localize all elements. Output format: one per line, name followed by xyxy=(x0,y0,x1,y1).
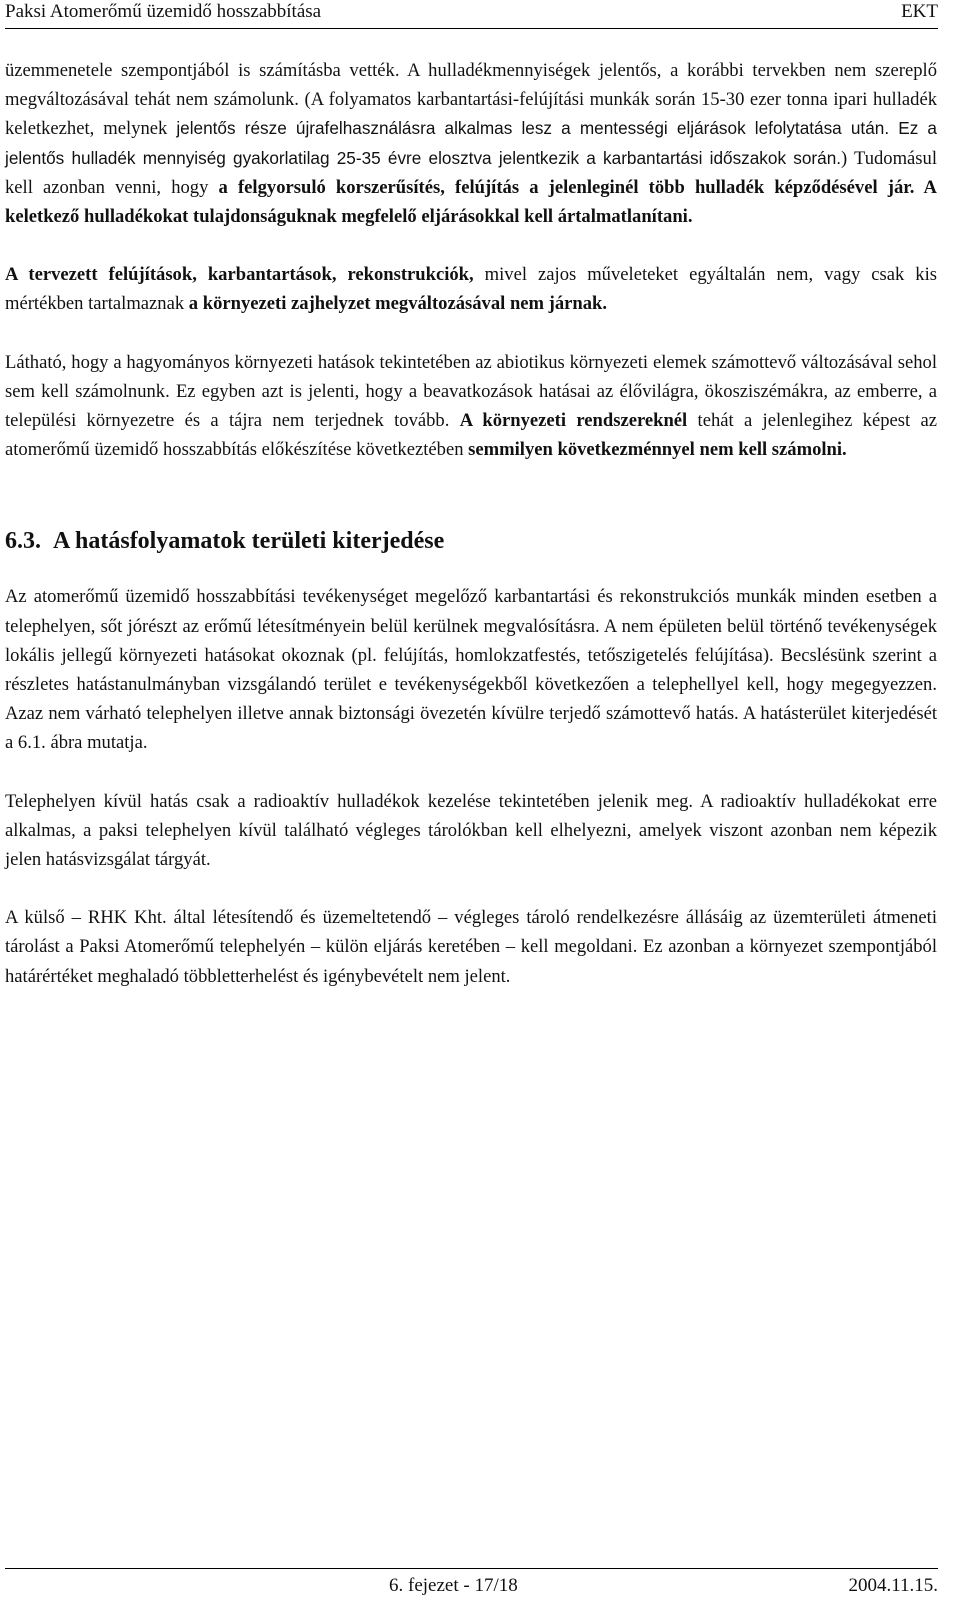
header-title: Paksi Atomerőmű üzemidő hosszabbítása xyxy=(5,1,322,22)
paragraph-environment xyxy=(5,348,937,465)
header-org: EKT xyxy=(901,1,938,22)
page-header xyxy=(5,0,938,29)
page-footer xyxy=(5,1568,938,1601)
paragraph-text: Látható, hogy a hagyományos környezeti hatások tekintetében az abiotikus környezeti elemek számottevő változásával sehol sem kell számolnunk. Ez egyben azt is jelenti, hogy a beavatkozások hatásai az élővilágra, ökosziszémákra, az emberre, a települési környezetre és a tájra nem terjednek tovább. xyxy=(5,351,937,432)
paragraph-bold-text: a felgyorsuló korszerűsítés, felújítás a jelenleginél több hulladék képződésével jár. A keletkező hulladékokat tulajdonságuknak megfelelő eljárásokkal kell ártalmatlanítani. xyxy=(5,176,937,228)
document-date: 2004.11.15. xyxy=(848,1575,938,1596)
paragraph-extent: Az atomerőmű üzemidő hosszabbítási tevékenységet megelőző karbantartási és rekonstrukciós munkák minden esetben a telephelyen, sőt jórészt az erőmű létesítményein belül kerülnek megvalósításra. A nem épületen belül történő tevékenységek lokális jellegű környezeti hatásokat okoznak (pl. felújítás, homlokzatfestés, tetőszigetelés felújítása). Becslésünk szerint a részletes hatástanulmányban vizsgálandó terület e tevékenységekből következően a telephellyel kell, hogy megegyezzen. Azaz nem várható telephelyen illetve annak biztonsági övezetén kívülre terjedő számottevő hatás. A hatásterület kiterjedését a 6.1. ábra mutatja. xyxy=(5,586,937,754)
paragraph-text: üzemmenetele szempontjából is számításba vették. A hulladékmennyiségek jelentős, a korábbi tervekben nem szereplő megváltozásával tehát nem számolunk. (A folyamatos karbantartási-felújítási munkák során 15-30 ezer tonna ipari hulladék keletkezhet, melynek xyxy=(5,60,937,140)
paragraph-text: tehát a jelenlegihez képest az atomerőmű üzemidő hosszabbítás előkészítése következtében xyxy=(5,410,937,461)
paragraph-noise xyxy=(5,260,937,318)
document-body xyxy=(5,56,937,991)
paragraph-text: mivel zajos műveleteket egyáltalán nem, vagy csak kis mértékben tartalmaznak xyxy=(5,264,937,315)
section-title: A hatásfolyamatok területi kiterjedése xyxy=(53,528,445,555)
paragraph-text: ) Tudomásul kell azonban venni, hogy xyxy=(5,147,937,198)
section-heading xyxy=(5,526,937,556)
section-number: 6.3. xyxy=(5,528,41,555)
paragraph-text-sans: jelentős része újrafelhasználásra alkalmas lesz a mentességi eljárások lefolytatása után. Ez a jelentős hulladék mennyiség gyakorlatilag 25-35 évre elosztva jelentkezik a karbantartási időszakok során. xyxy=(5,118,937,168)
paragraph-bold-text: A környezeti rendszereknél xyxy=(459,410,688,432)
paragraph-bold-text: a környezeti zajhelyzet megváltozásával nem járnak. xyxy=(188,293,608,315)
paragraph-offsite: Telephelyen kívül hatás csak a radioaktív hulladékok kezelése tekintetében jelenik meg. A radioaktív hulladékokat erre alkalmas, a paksi telephelyen kívül található végleges tárolókban kell elhelyezni, amelyek viszont azonban nem képezik jelen hatásvizsgálat tárgyát. xyxy=(5,790,937,871)
page-number: 6. fejezet - 17/18 xyxy=(389,1575,518,1596)
paragraph-bold-text: A tervezett felújítások, karbantartások, rekonstrukciók, xyxy=(5,264,474,286)
paragraph-bold-text: semmilyen következménnyel nem kell számolni. xyxy=(468,439,847,461)
paragraph-waste xyxy=(5,56,937,231)
paragraph-storage: A külső – RHK Kht. által létesítendő és üzemeltetendő – végleges tároló rendelkezésre állásáig az üzemterületi átmeneti tárolást a Paksi Atomerőmű telephelyén – külön eljárás keretében – kell megoldani. Ez azonban a környezet szempontjából határértéket meghaladó többletterhelést és igénybevételt nem jelent. xyxy=(5,907,937,987)
